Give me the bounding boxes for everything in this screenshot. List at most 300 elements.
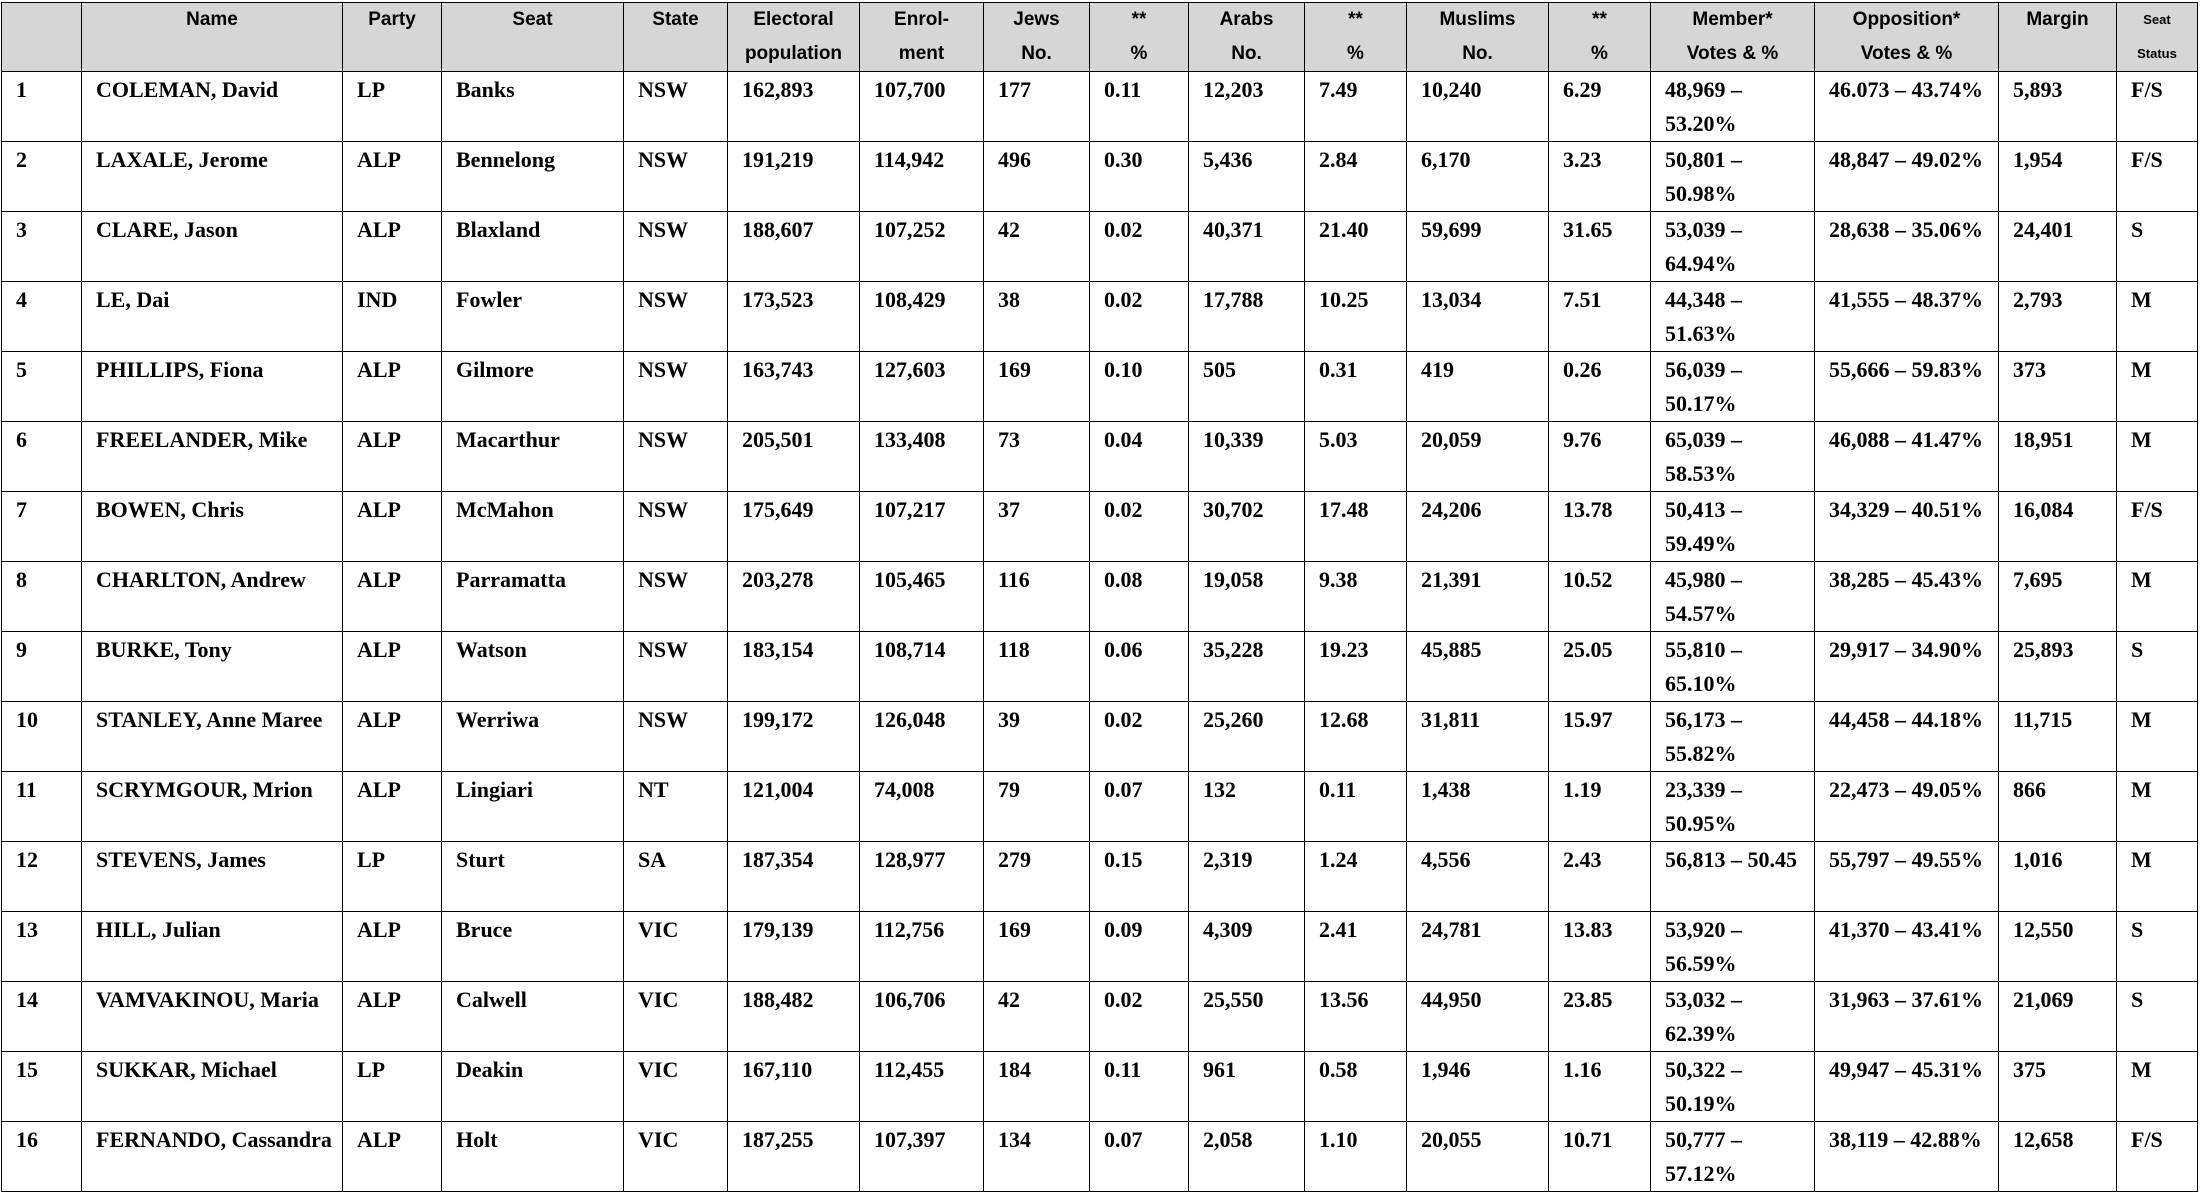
cell-text: 2.43 [1563,847,1602,872]
cell-index [2,352,82,422]
cell-text: 59,699 [1421,217,1482,242]
cell-index [2,772,82,842]
cell-electoral-population [728,352,860,422]
column-header-line: State [652,9,699,30]
cell-text: 50,801 – 50.98% [1665,147,1742,206]
cell-text: F/S [2131,497,2163,522]
cell-arabs-pct [1305,632,1407,702]
cell-index [2,212,82,282]
cell-arabs-no [1189,1121,1305,1191]
cell-text: 19,058 [1203,567,1264,592]
cell-text: S [2131,916,2144,942]
cell-member-votes [1651,632,1815,702]
cell-arabs-no [1189,981,1305,1051]
cell-muslims-no [1407,142,1549,212]
cell-margin [1999,422,2117,492]
cell-state [624,212,728,282]
cell-text: ALP [357,707,401,732]
cell-text: 177 [998,77,1031,102]
cell-text: 107,397 [874,1126,946,1152]
cell-text: PHILLIPS, Fiona [96,357,264,382]
column-header-line: No. [1231,43,1262,64]
cell-text: 11,715 [2013,707,2073,732]
column-header-line: Margin [2026,9,2089,30]
cell-jews-no [984,142,1090,212]
cell-text: 2,058 [1203,1126,1253,1152]
cell-text: 24,206 [1421,497,1482,522]
cell-text: 0.06 [1104,637,1143,662]
cell-jews-no [984,772,1090,842]
cell-electoral-population [728,212,860,282]
cell-text: 175,649 [742,497,814,522]
cell-electoral-population [728,492,860,562]
cell-text: M [2131,427,2152,452]
column-header-member-votes [1651,3,1815,72]
cell-text: 5.03 [1319,427,1358,452]
cell-opposition-votes [1815,1121,1999,1191]
column-header-line: Party [368,9,416,30]
cell-seat-status [2117,1121,2198,1191]
cell-text: 375 [2013,1056,2046,1082]
cell-text: M [2131,777,2152,802]
cell-seat-status [2117,842,2198,912]
column-header-margin [1999,3,2117,72]
cell-text: 25,550 [1203,986,1264,1012]
cell-text: 13,034 [1421,287,1482,312]
cell-text: NSW [638,497,689,522]
cell-arabs-no [1189,212,1305,282]
cell-text: Macarthur [456,427,560,452]
cell-text: 1.19 [1563,777,1602,802]
cell-arabs-no [1189,842,1305,912]
column-header-arabs-pct [1305,3,1407,72]
cell-text: 38,119 – 42.88% [1829,1126,1982,1152]
cell-text: 23.85 [1563,986,1613,1012]
cell-text: 38,285 – 45.43% [1829,567,1983,592]
cell-seat [442,282,624,352]
cell-text: 199,172 [742,707,814,732]
cell-text: NT [638,777,669,802]
cell-muslims-no [1407,632,1549,702]
cell-opposition-votes [1815,492,1999,562]
cell-party [343,632,442,702]
cell-text: 6 [16,427,27,452]
cell-text: Bruce [456,916,513,942]
cell-name [82,632,343,702]
table-row [2,981,2198,1051]
cell-text: 10,339 [1203,427,1264,452]
cell-text: 12,550 [2013,916,2074,942]
cell-muslims-no [1407,492,1549,562]
cell-text: 4,556 [1421,847,1471,872]
cell-state [624,422,728,492]
cell-opposition-votes [1815,352,1999,422]
cell-member-votes [1651,981,1815,1051]
table-row [2,911,2198,981]
cell-text: LP [357,1056,386,1082]
cell-muslims-pct [1549,562,1651,632]
cell-electoral-population [728,142,860,212]
cell-text: 79 [998,777,1020,802]
cell-text: 0.30 [1104,147,1143,172]
cell-enrolment [860,1121,984,1191]
cell-muslims-no [1407,772,1549,842]
cell-party [343,702,442,772]
cell-jews-no [984,352,1090,422]
cell-index [2,842,82,912]
cell-text: ALP [357,916,401,942]
cell-text: 17,788 [1203,287,1264,312]
cell-text: 14 [16,986,38,1012]
cell-text: NSW [638,707,689,732]
column-header-line: ** [1348,9,1363,30]
cell-text: 50,413 – 59.49% [1665,497,1742,556]
cell-text: 866 [2013,777,2046,802]
cell-text: 419 [1421,357,1454,382]
cell-seat [442,352,624,422]
cell-text: 13.78 [1563,497,1613,522]
cell-jews-pct [1090,282,1189,352]
cell-text: 0.02 [1104,986,1143,1012]
column-header-opposition-votes [1815,3,1999,72]
cell-name [82,142,343,212]
column-header-arabs-no [1189,3,1305,72]
cell-state [624,772,728,842]
cell-text: 44,348 – 51.63% [1665,287,1742,346]
cell-text: ALP [357,427,401,452]
table-row [2,72,2198,142]
cell-arabs-pct [1305,562,1407,632]
cell-text: LAXALE, Jerome [96,147,268,172]
cell-seat-status [2117,282,2198,352]
column-header-line: ** [1131,9,1147,30]
cell-seat [442,632,624,702]
cell-muslims-no [1407,422,1549,492]
cell-state [624,632,728,702]
cell-arabs-pct [1305,1121,1407,1191]
cell-muslims-no [1407,212,1549,282]
cell-text: M [2131,357,2152,382]
cell-text: 107,700 [874,77,946,102]
cell-text: 50,322 – 50.19% [1665,1056,1742,1116]
cell-text: VIC [638,1056,679,1082]
cell-text: LE, Dai [96,287,170,312]
cell-seat-status [2117,632,2198,702]
cell-member-votes [1651,422,1815,492]
cell-text: 134 [998,1126,1031,1152]
cell-text: 183,154 [742,637,814,662]
cell-name [82,911,343,981]
cell-state [624,142,728,212]
cell-enrolment [860,72,984,142]
cell-text: 0.02 [1104,707,1143,732]
cell-opposition-votes [1815,562,1999,632]
cell-arabs-no [1189,911,1305,981]
cell-text: 4,309 [1203,916,1253,942]
cell-text: 21.40 [1319,217,1369,242]
cell-arabs-pct [1305,352,1407,422]
cell-text: 187,255 [742,1126,814,1152]
cell-text: 112,455 [874,1056,945,1082]
cell-seat-status [2117,772,2198,842]
cell-opposition-votes [1815,632,1999,702]
cell-jews-pct [1090,1051,1189,1121]
cell-text: 179,139 [742,916,814,942]
cell-jews-no [984,911,1090,981]
cell-text: CHARLTON, Andrew [96,567,306,592]
cell-text: 107,217 [874,497,946,522]
cell-text: 118 [998,637,1030,662]
cell-muslims-no [1407,1121,1549,1191]
cell-enrolment [860,632,984,702]
cell-member-votes [1651,142,1815,212]
cell-text: 48,969 – 53.20% [1665,77,1742,136]
cell-seat [442,981,624,1051]
cell-text: Sturt [456,847,505,872]
cell-name [82,1121,343,1191]
cell-seat [442,702,624,772]
cell-margin [1999,142,2117,212]
cell-text: ALP [357,497,401,522]
cell-text: Werriwa [456,707,540,732]
cell-text: 49,947 – 45.31% [1829,1056,1983,1082]
cell-text: 46.073 – 43.74% [1829,77,1983,102]
column-header-line: population [744,43,843,64]
cell-text: BURKE, Tony [96,637,232,662]
cell-arabs-pct [1305,772,1407,842]
cell-text: ALP [357,217,401,242]
cell-text: 162,893 [742,77,814,102]
cell-text: 106,706 [874,986,946,1012]
cell-text: 116 [998,567,1030,592]
cell-text: 0.15 [1104,847,1143,872]
cell-text: 53,039 – 64.94% [1665,217,1742,276]
cell-arabs-pct [1305,1051,1407,1121]
table-row [2,422,2198,492]
cell-text: 3.23 [1563,147,1602,172]
cell-text: 128,977 [874,847,946,872]
cell-name [82,72,343,142]
cell-text: ALP [357,1126,401,1152]
cell-text: 961 [1203,1056,1236,1082]
cell-seat [442,842,624,912]
cell-arabs-pct [1305,842,1407,912]
cell-margin [1999,492,2117,562]
cell-text: Calwell [456,986,527,1012]
cell-margin [1999,911,2117,981]
cell-state [624,842,728,912]
cell-text: 126,048 [874,707,946,732]
cell-text: 25,893 [2013,637,2074,662]
cell-member-votes [1651,1051,1815,1121]
cell-text: 18,951 [2013,427,2074,452]
cell-party [343,282,442,352]
cell-text: 105,465 [874,567,946,592]
cell-text: 28,638 – 35.06% [1829,217,1983,242]
cell-text: 2 [16,147,27,172]
column-header-name [82,3,343,72]
column-header-enrolment [860,3,984,72]
column-header-line: Seat [2143,12,2171,27]
cell-text: 29,917 – 34.90% [1829,637,1983,662]
cell-text: 9 [16,637,27,662]
cell-opposition-votes [1815,72,1999,142]
cell-text: Watson [456,637,527,662]
cell-text: 39 [998,707,1020,732]
cell-muslims-no [1407,562,1549,632]
cell-index [2,142,82,212]
cell-arabs-pct [1305,212,1407,282]
cell-jews-pct [1090,72,1189,142]
cell-opposition-votes [1815,212,1999,282]
cell-enrolment [860,981,984,1051]
cell-text: 1,016 [2013,847,2063,872]
cell-text: 53,032 – 62.39% [1665,986,1742,1046]
cell-text: 45,885 [1421,637,1482,662]
cell-muslims-no [1407,911,1549,981]
cell-text: 205,501 [742,427,814,452]
cell-text: 2,319 [1203,847,1253,872]
cell-text: ALP [357,777,401,802]
cell-text: 12,203 [1203,77,1264,102]
cell-seat-status [2117,1051,2198,1121]
cell-text: Holt [456,1126,498,1152]
cell-text: 37 [998,497,1020,522]
cell-text: 1,954 [2013,147,2063,172]
cell-text: 0.02 [1104,217,1143,242]
table-row [2,282,2198,352]
cell-party [343,842,442,912]
cell-margin [1999,632,2117,702]
cell-text: 12.68 [1319,707,1369,732]
cell-text: 13.56 [1319,986,1369,1012]
cell-text: 0.11 [1319,777,1357,802]
column-header-state [624,3,728,72]
cell-text: 1.16 [1563,1056,1602,1082]
column-header-line: No. [1021,43,1052,64]
cell-jews-no [984,981,1090,1051]
cell-text: 42 [998,986,1020,1012]
column-header-line: Seat [512,9,553,30]
column-header-line: Votes & % [1686,43,1779,64]
cell-jews-no [984,282,1090,352]
table-body [2,72,2198,1192]
cell-text: 48,847 – 49.02% [1829,147,1983,172]
cell-member-votes [1651,72,1815,142]
cell-text: 188,482 [742,986,814,1012]
cell-text: LP [357,77,386,102]
cell-muslims-pct [1549,702,1651,772]
cell-seat [442,1121,624,1191]
cell-party [343,492,442,562]
cell-text: STEVENS, James [96,847,266,872]
column-header-line: Arabs [1219,9,1274,30]
cell-text: 38 [998,287,1020,312]
cell-muslims-pct [1549,142,1651,212]
cell-text: 121,004 [742,777,814,802]
cell-seat [442,142,624,212]
cell-text: 41,555 – 48.37% [1829,287,1983,312]
cell-party [343,981,442,1051]
cell-text: 13 [16,916,38,942]
cell-muslims-pct [1549,282,1651,352]
column-header-jews-no [984,3,1090,72]
cell-party [343,212,442,282]
cell-text: 112,756 [874,916,945,942]
cell-text: 34,329 – 40.51% [1829,497,1983,522]
cell-enrolment [860,1051,984,1121]
cell-arabs-no [1189,772,1305,842]
cell-muslims-no [1407,842,1549,912]
cell-text: NSW [638,637,689,662]
cell-seat [442,562,624,632]
column-header-seat-status [2117,3,2198,72]
cell-arabs-pct [1305,911,1407,981]
column-header-muslims-pct [1549,3,1651,72]
cell-state [624,492,728,562]
cell-arabs-pct [1305,72,1407,142]
cell-name [82,842,343,912]
cell-text: 55,810 – 65.10% [1665,637,1742,696]
cell-arabs-no [1189,282,1305,352]
cell-muslims-no [1407,702,1549,772]
cell-text: 22,473 – 49.05% [1829,777,1983,802]
cell-arabs-pct [1305,422,1407,492]
cell-enrolment [860,772,984,842]
column-header-line: Electoral [753,9,834,30]
cell-jews-no [984,702,1090,772]
cell-text: 0.10 [1104,357,1143,382]
cell-text: 24,781 [1421,916,1482,942]
cell-text: IND [357,287,398,312]
cell-seat [442,212,624,282]
cell-text: M [2131,847,2152,872]
cell-index [2,981,82,1051]
cell-party [343,1121,442,1191]
cell-margin [1999,72,2117,142]
cell-electoral-population [728,702,860,772]
cell-text: 279 [998,847,1031,872]
cell-text: 11 [16,777,37,802]
cell-jews-pct [1090,352,1189,422]
cell-arabs-no [1189,422,1305,492]
table-row [2,1051,2198,1121]
cell-text: 41,370 – 43.41% [1829,916,1983,942]
cell-enrolment [860,562,984,632]
cell-index [2,702,82,772]
cell-text: 0.07 [1104,1126,1143,1152]
cell-index [2,1051,82,1121]
cell-text: 13.83 [1563,916,1613,942]
cell-jews-pct [1090,772,1189,842]
cell-margin [1999,212,2117,282]
cell-text: NSW [638,357,689,382]
cell-text: 5,436 [1203,147,1253,172]
cell-text: 7,695 [2013,567,2063,592]
cell-text: 10.71 [1563,1126,1613,1152]
column-header-electoral-population [728,3,860,72]
cell-margin [1999,981,2117,1051]
column-header-seat [442,3,624,72]
cell-party [343,72,442,142]
cell-text: 31,811 [1421,707,1481,732]
cell-text: 65,039 – 58.53% [1665,427,1742,486]
cell-jews-no [984,562,1090,632]
cell-text: 17.48 [1319,497,1369,522]
cell-text: Gilmore [456,357,534,382]
cell-text: 10 [16,707,38,732]
cell-text: 56,039 – 50.17% [1665,357,1742,416]
